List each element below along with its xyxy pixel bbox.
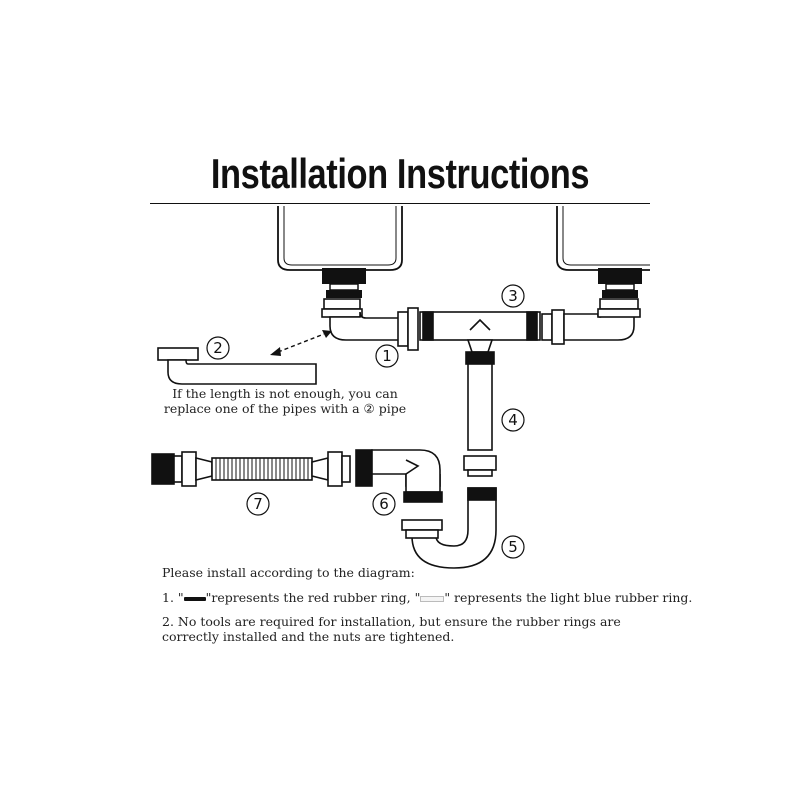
trap-nut: [464, 456, 496, 476]
part-label-5: [502, 536, 524, 558]
svg-text:3: 3: [508, 287, 518, 305]
tee-bottom-nut: [466, 352, 494, 364]
blue-ring-swatch-icon: [420, 596, 444, 602]
length-note-line2: [150, 401, 420, 416]
left-drain-strainer: [322, 268, 366, 298]
svg-text:7: 7: [253, 495, 263, 513]
part-1-left-elbow: [322, 299, 418, 350]
right-sink-basin: [557, 206, 650, 270]
part-label-6: [373, 493, 395, 515]
svg-text:5: 5: [508, 538, 518, 556]
length-note-part-mark: ②: [363, 401, 375, 416]
length-note-line1: If the length is not enough, you can: [172, 386, 398, 401]
red-ring-swatch-icon: [184, 597, 206, 601]
part-label-1: [376, 345, 398, 367]
instruction-item-2: 2. No tools are required for installation, but ensure the rubber rings are correctly installed and the nuts are tightened.: [162, 614, 621, 644]
length-note-line2-post: pipe: [378, 401, 407, 416]
left-sink-basin: [278, 206, 402, 270]
replacement-arrow: [270, 330, 332, 356]
part-3-tee: [420, 312, 540, 352]
svg-text:1: 1: [382, 347, 392, 365]
part-label-2: [207, 337, 229, 359]
length-note: [150, 386, 420, 416]
svg-text:6: 6: [379, 495, 389, 513]
instructions-intro: Please install according to the diagram:: [162, 565, 415, 580]
part-7-flex-hose: [152, 452, 350, 486]
part-label-3: [502, 285, 524, 307]
part-4-tailpiece: [468, 364, 492, 450]
length-note-line2-pre: replace one of the pipes with a: [163, 401, 360, 416]
svg-text:4: 4: [508, 411, 518, 429]
part-label-4: [502, 409, 524, 431]
part-label-7: [247, 493, 269, 515]
instruction-1-prefix: 1. ": [162, 590, 184, 605]
right-drain-strainer: [598, 268, 642, 298]
svg-text:2: 2: [213, 339, 223, 357]
right-elbow: [542, 299, 640, 344]
part-6-trap-arm: [356, 450, 442, 502]
instruction-item-1: [162, 590, 692, 605]
part-2-replacement-pipe: [158, 348, 316, 384]
instruction-1-suffix: " represents the light blue rubber ring.: [444, 590, 693, 605]
page-title: Installation Instructions: [210, 150, 590, 197]
instruction-1-mid: "represents the red rubber ring, ": [205, 590, 421, 605]
